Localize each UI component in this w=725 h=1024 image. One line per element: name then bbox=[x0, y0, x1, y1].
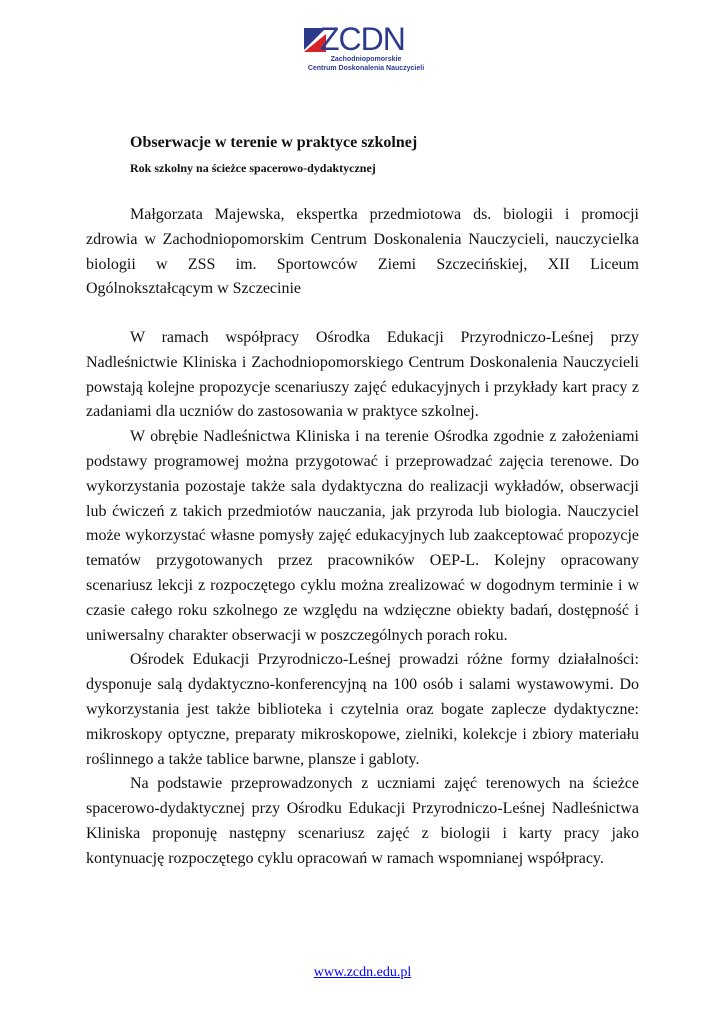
document-subtitle: Rok szkolny na ścieżce spacerowo-dydaktycznej bbox=[130, 161, 376, 175]
paragraph: Na podstawie przeprowadzonych z uczniami zajęć terenowych na ścieżce spacerowo-dydaktycznej przy Ośrodku Edukacji Przyrodniczo-Leśnej Nadleśnictwa Kliniska proponuję następny scenariusz zajęć z biologii i karty pracy jako kontynuację rozpoczętego cyklu opracowań w ramach wspomnianej współpracy. bbox=[86, 775, 639, 867]
logo-text: ZCDN bbox=[320, 21, 405, 57]
logo-line-1: Zachodniopomorskie bbox=[330, 56, 402, 63]
author-text: Małgorzata Majewska, ekspertka przedmiotowa ds. biologii i promocji zdrowia w Zachodniopomorskim Centrum Doskonalenia Nauczycieli, nauczycielka biologii w ZSS im. Sportowców Ziemi Szczecińskiej, XII Liceum Ogólnokształcącym w Szczecinie bbox=[86, 206, 639, 298]
paragraph: W obrębie Nadleśnictwa Kliniska i na terenie Ośrodka zgodnie z założeniami podstawy programowej można przygotować i przeprowadzać zajęcia terenowe. Do wykorzystania pozostaje także sala dydaktyczna do realizacji wykładów, obserwacji lub ćwiczeń z takich przedmiotów nauczania, jak przyroda lub biologia. Nauczyciel może wykorzystać własne pomysły zajęć edukacyjnych lub zaakceptować propozycje tematów przygotowanych przez pracowników OEP-L. Kolejny opracowany scenariusz lekcji z rozpoczętego cyklu można zrealizować w dogodnym terminie i w czasie całego roku szkolnego ze względu na wdzięczne obiekty badań, dostępność i uniwersalny charakter obserwacji w poszczególnych porach roku. bbox=[86, 428, 639, 644]
logo-line-2: Centrum Doskonalenia Nauczycieli bbox=[307, 65, 425, 72]
page-footer bbox=[0, 965, 725, 981]
zcdn-logo bbox=[304, 22, 424, 70]
website-link[interactable]: www.zcdn.edu.pl bbox=[313, 965, 412, 980]
author-paragraph bbox=[86, 203, 639, 302]
paragraph: Ośrodek Edukacji Przyrodniczo-Leśnej prowadzi różne formy działalności: dysponuje salą dydaktyczno-konferencyjną na 100 osób i salami wystawowymi. Do wykorzystania jest także biblioteka i czytelnia oraz bogate zaplecze dydaktyczne: mikroskopy optyczne, preparaty mikroskopowe, zielniki, kolekcje i zbiory materiału roślinnego a także tablice barwne, plansze i gabloty. bbox=[86, 651, 639, 768]
paragraph: W ramach współpracy Ośrodka Edukacji Przyrodniczo-Leśnej przy Nadleśnictwie Kliniska i Zachodniopomorskiego Centrum Doskonalenia Nauczycieli powstają kolejne propozycje scenariuszy zajęć edukacyjnych i przykłady kart pracy z zadaniami dla uczniów do zastosowania w praktyce szkolnej. bbox=[86, 329, 639, 421]
body-text bbox=[86, 326, 639, 872]
document-title: Obserwacje w terenie w praktyce szkolnej bbox=[130, 134, 418, 151]
